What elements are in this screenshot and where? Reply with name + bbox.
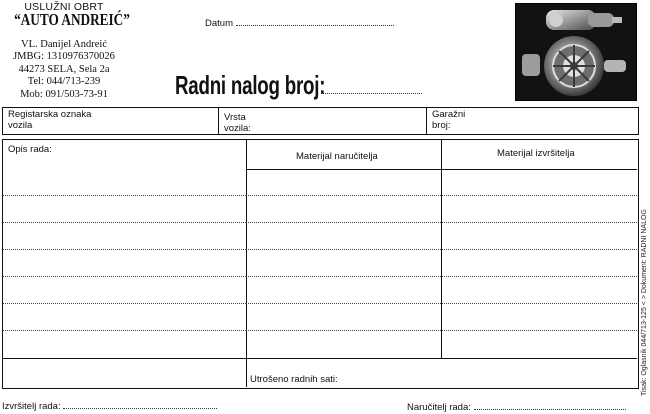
company-phone: Tel: 044/713-239 — [27, 76, 101, 88]
description-line[interactable] — [3, 330, 246, 331]
material-line[interactable] — [246, 222, 637, 223]
material-header-line — [246, 169, 637, 170]
material-line[interactable] — [246, 249, 637, 250]
contractor-signature-field[interactable] — [2, 400, 217, 412]
order-number-dotted-line[interactable] — [322, 93, 422, 94]
vehicle-type-label-line2: vozila: — [224, 122, 251, 134]
material-line[interactable] — [246, 330, 637, 331]
datum-label: Datum — [205, 18, 233, 29]
company-details — [0, 39, 128, 101]
vehicle-type-label-line1: Vrsta — [224, 112, 246, 123]
print-note: Tisak: Oglasnik 044/713-125 < > Dokument: RADNI NALOG — [641, 209, 648, 396]
description-line[interactable] — [3, 303, 246, 304]
company-name: “AUTO ANDREIĆ” — [14, 10, 130, 29]
company-owner: VL. Danijel Andreić — [20, 39, 107, 50]
description-line[interactable] — [3, 195, 246, 196]
company-tag: USLUŽNI OBRT — [24, 1, 104, 13]
vehicle-info-row — [2, 107, 639, 135]
garage-label-line1: Garažni — [432, 109, 466, 120]
registration-label-line2: vozila — [8, 119, 33, 131]
column-divider-description — [246, 140, 247, 387]
description-label: Opis rada: — [8, 144, 52, 155]
company-mobile: Mob: 091/503-73-91 — [20, 88, 108, 100]
vehicle-type-cell[interactable] — [218, 108, 426, 134]
description-line[interactable] — [3, 249, 246, 250]
alternator-starter-photo — [515, 3, 637, 101]
customer-signature-field[interactable] — [407, 401, 626, 413]
garage-label-line2: broj: — [432, 119, 451, 131]
order-title: Radni nalog broj: — [175, 70, 326, 100]
customer-dotted-line — [474, 401, 626, 410]
material-line[interactable] — [246, 303, 637, 304]
registration-label-line1: Registarska oznaka — [8, 109, 92, 120]
material-line[interactable] — [246, 276, 637, 277]
registration-cell[interactable] — [3, 108, 218, 134]
company-jmbg: JMBG: 1310976370026 — [13, 51, 115, 63]
datum-dotted-line — [236, 17, 394, 26]
alternator-icon — [516, 4, 637, 101]
garage-number-cell[interactable] — [426, 108, 637, 134]
customer-label: Naručitelj rada: — [407, 402, 471, 413]
description-line[interactable] — [3, 222, 246, 223]
contractor-dotted-line — [63, 400, 217, 409]
work-hours-label[interactable]: Utrošeno radnih sati: — [250, 374, 338, 385]
description-line[interactable] — [3, 276, 246, 277]
customer-material-label: Materijal naručitelja — [296, 151, 378, 162]
contractor-material-label: Materijal izvršitelja — [497, 148, 575, 159]
work-table — [2, 139, 639, 389]
material-line[interactable] — [246, 195, 637, 196]
datum-field[interactable] — [205, 17, 394, 29]
hours-row-line — [3, 358, 637, 359]
contractor-label: Izvršitelj rada: — [2, 401, 61, 412]
company-address: 44273 SELA, Sela 2a — [18, 63, 110, 75]
